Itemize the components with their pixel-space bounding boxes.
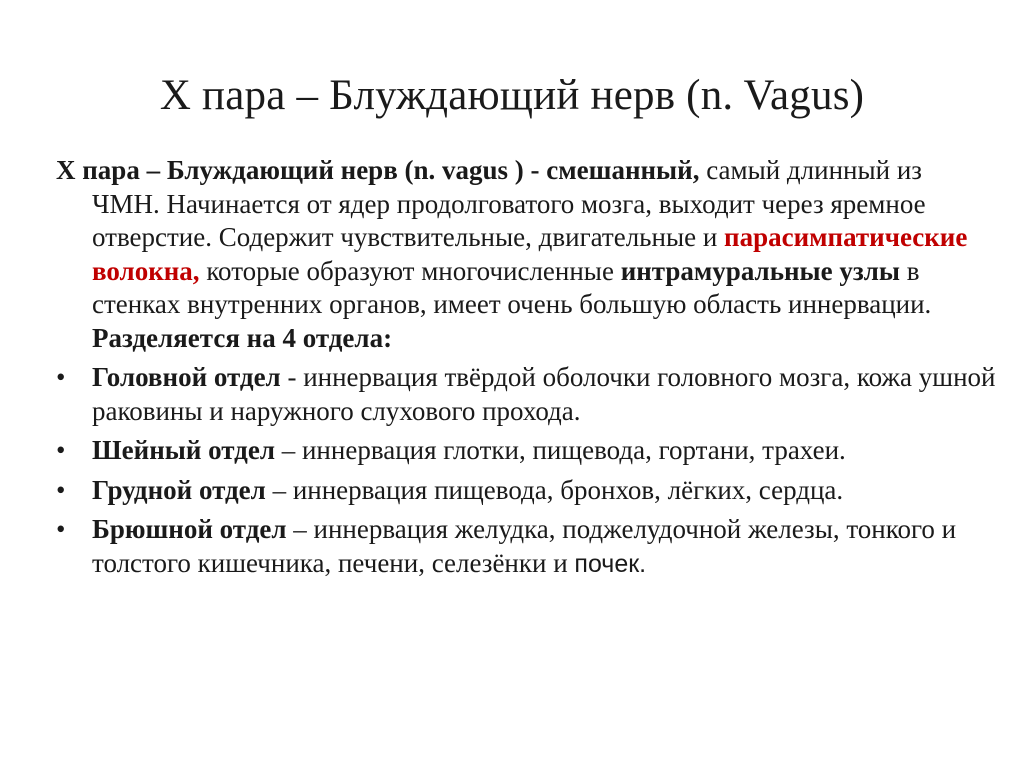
bullet-item-chest: [56, 474, 996, 508]
bullet-head: Грудной отдел: [92, 474, 266, 505]
bullet-tail: почек.: [574, 549, 647, 578]
bullet-head: Головной отдел: [92, 362, 281, 392]
intro-text-3: в стенках внутренних органов, имеет очень большую область иннервации.: [92, 255, 932, 319]
intro-paragraph: [56, 154, 996, 322]
bullet-icon: •: [56, 474, 66, 505]
intro-lead: X пара – Блуждающий нерв (n. vagus ) - смешанный,: [56, 155, 700, 185]
bullet-text: - иннервация твёрдой оболочки головного мозга, кожа ушной раковины и наружного слухового прохода.: [92, 362, 996, 426]
bullet-icon: •: [56, 435, 66, 465]
bullet-item-neck: [56, 434, 996, 468]
intro-highlight-red: парасимпатические волокна,: [92, 222, 968, 286]
intro-text-1: самый длинный из ЧМН. Начинается от ядер продолговатого мозга, выходит через яремное отверстие. Содержит чувствительные, двигательные и: [92, 155, 926, 252]
slide-content: [56, 154, 996, 581]
divides-heading: Разделяется на 4 отдела:: [92, 322, 393, 353]
intro-text-2: которые образуют многочисленные: [199, 255, 621, 286]
bullet-text: – иннервация глотки, пищевода, гортани, трахеи.: [274, 435, 846, 465]
bullet-item-abdomen: [56, 513, 996, 581]
intro-bold-term: интрамуральные узлы: [620, 255, 900, 286]
bullet-text: – иннервация желудка, поджелудочной железы, тонкого и толстого кишечника, печени, селезёнки и: [92, 514, 957, 578]
slide-title: X пара – Блуждающий нерв (n. Vagus): [159, 72, 865, 119]
bullet-text: – иннервация пищевода, бронхов, лёгких, сердца.: [265, 474, 844, 505]
bullet-item-head: [56, 361, 996, 428]
bullet-head: Брюшной отдел: [92, 514, 287, 544]
bullet-icon: •: [56, 362, 66, 392]
bullet-head: Шейный отдел: [92, 435, 275, 465]
bullet-icon: •: [56, 514, 66, 544]
